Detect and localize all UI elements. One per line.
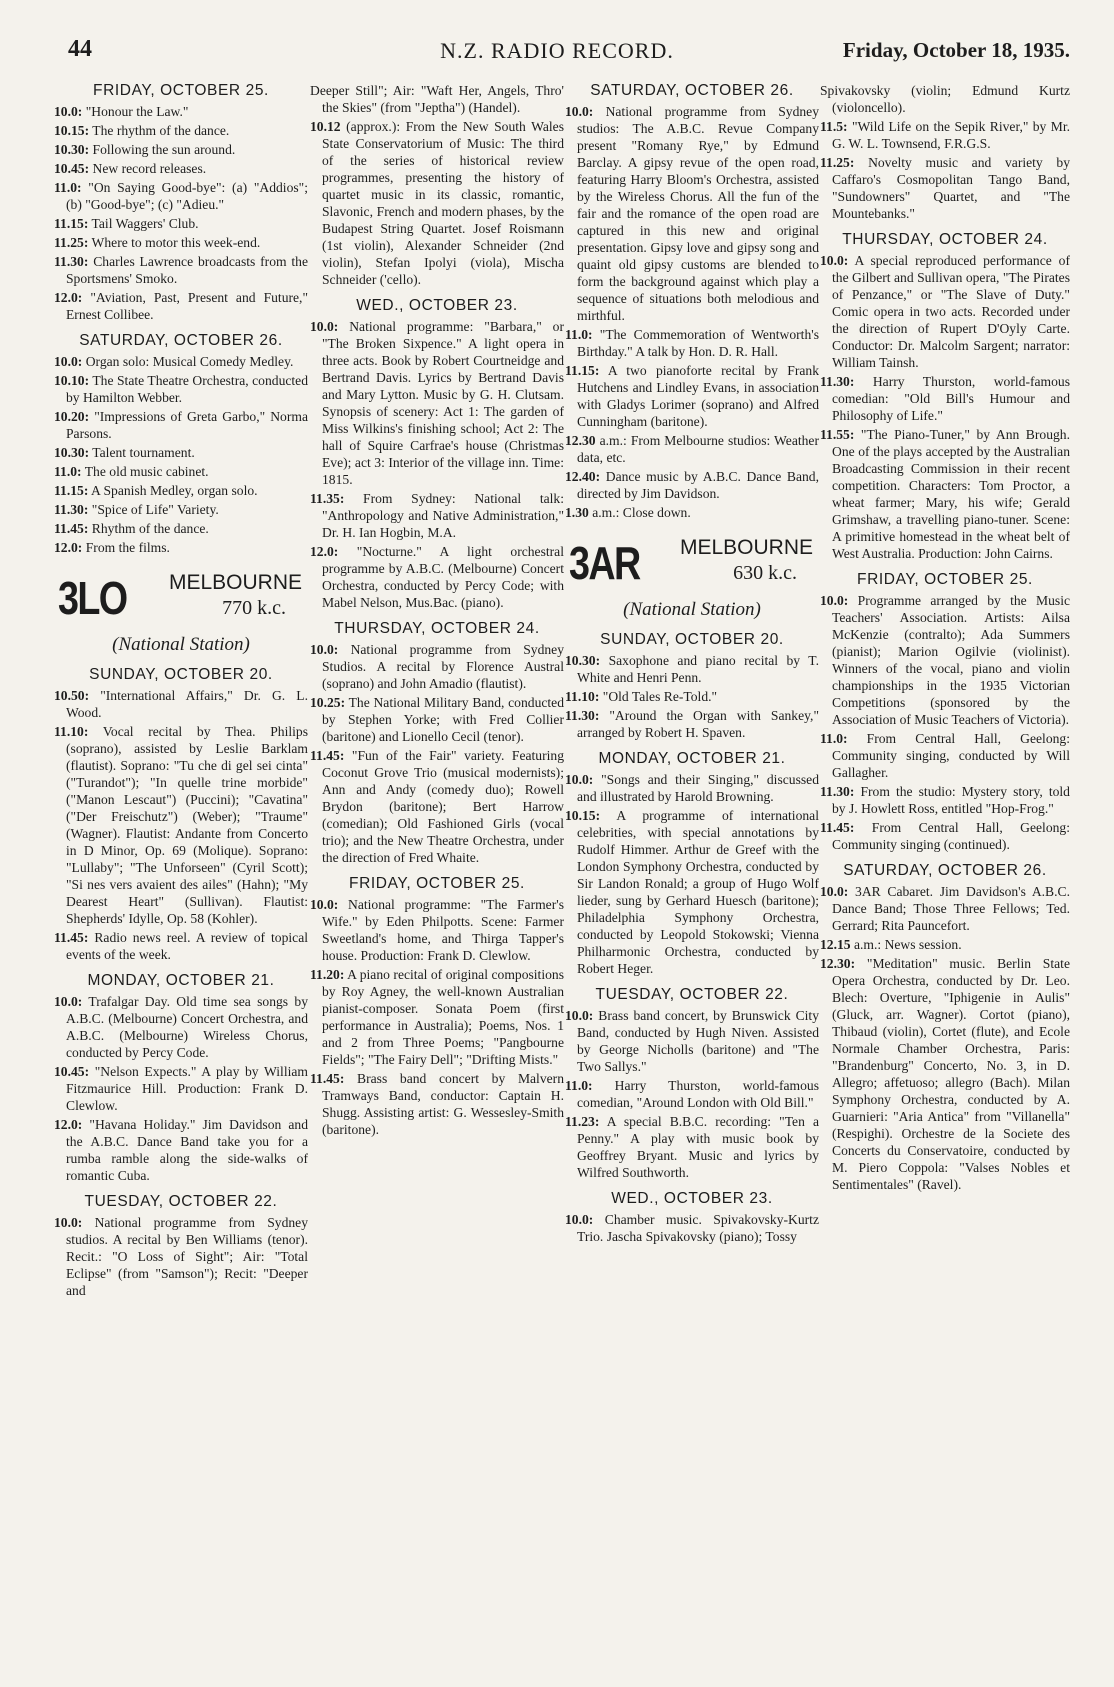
programme-entry [310,118,564,288]
programme-entry [820,936,1070,953]
programme-list [565,652,819,741]
programme-time: 11.10: [54,724,89,739]
programme-time: 11.30: [820,374,855,389]
programme-time: 11.25: [820,155,855,170]
programme-time: 10.12 [310,119,341,134]
programme-entry [820,426,1070,562]
programme-description: Harry Thurston, world-famous comedian, "Around London with Old Bill." [577,1078,819,1110]
programme-time: 11.55: [820,427,855,442]
programme-entry [54,444,308,461]
programme-time: 11.15: [54,483,89,498]
programme-description: Where to motor this week-end. [91,235,261,250]
programme-entry [565,688,819,705]
programme-time: 10.0: [54,104,83,119]
station-call-sign: 3AR [569,537,640,589]
programme-entry [310,318,564,488]
programme-time: 10.30: [565,653,601,668]
continued-text: Deeper Still"; Air: "Waft Her, Angels, Thro' the Skies" (from "Jeptha") (Handel). [310,83,564,115]
programme-description: (approx.): From the New South Wales State Conservatorium of Music: The third of the series of historical review programmes, presenting the history of quartet music in its classic, romantic, Slavonic, French and modern phases, by the Budapest String Quartet. Josef Roismann (1st violin), Alexander Schneider (2nd violin), Stefan Ipolyi (viola), Mischa Schneider ('cello). [322,119,564,287]
programme-description: "Nelson Expects." A play by William Fitzmaurice Hill. Production: Frank D. Clewlow. [66,1064,308,1113]
programme-list [565,103,819,521]
programme-entry [820,819,1070,853]
programme-entry [565,1007,819,1075]
programme-time: 10.0: [565,1008,594,1023]
programme-entry [820,592,1070,728]
programme-description: A special reproduced performance of the Gilbert and Sullivan opera, "The Pirates of Penzance," or "The Slave of Duty." Comic opera in two acts. Recorded under the direction of Rupert D'Oyly Carte. Conductor: Dr. Malcolm Sargent; narrator: William Tainsh. [832,253,1070,370]
programme-description: Programme arranged by the Music Teachers' Association. Artists: Ailsa McKenzie (contralto); Ada Summers (pianist); Marion Ogilvie (violinist). Winners of the vocal, piano and violin championships in the 1935 Victorian Competitions (sponsored by the Association of Music Teachers of Victoria). [832,593,1070,727]
programme-list [310,896,564,1138]
programme-description: "Wild Life on the Sepik River," by Mr. G. W. L. Townsend, F.R.G.S. [832,119,1070,151]
programme-description: National programme from Sydney Studios. A recital by Florence Austral (soprano) and John Amadio (flautist). [322,642,564,691]
programme-description: "Impressions of Greta Garbo," Norma Parsons. [66,409,308,441]
programme-entry [820,783,1070,817]
programme-entry [310,1070,564,1138]
programme-entry [565,1211,819,1245]
programme-time: 10.0: [310,897,339,912]
programme-description: "The Piano-Tuner," by Ann Brough. One of the plays accepted by the Australian Broadcasting Commission in their recent competition. Characters: Tom Proctor, a wheat farmer; Mary, his wife; Gerald Grimshaw, a travelling piano-tuner. Scene: A primitive homestead in the wheat belt of West Australia. Production: John Cairns. [832,427,1070,561]
programme-time: 10.30: [54,142,90,157]
programme-time: 11.45: [54,930,89,945]
station-type: (National Station) [623,599,761,620]
day-heading: TUESDAY, OCTOBER 22. [84,1193,278,1210]
programme-time: 10.0: [54,994,83,1009]
programme-description: The old music cabinet. [84,464,209,479]
programme-time: 11.30: [820,784,855,799]
column-4 [820,82,1070,1672]
programme-time: 11.45: [310,748,345,763]
programme-description: a.m.: From Melbourne studios: Weather data, etc. [577,433,819,465]
programme-time: 11.0: [565,327,593,342]
programme-description: "International Affairs," Dr. G. L. Wood. [66,688,308,720]
day-heading: THURSDAY, OCTOBER 24. [334,620,540,637]
programme-time: 11.35: [310,491,345,506]
programme-description: Following the sun around. [92,142,236,157]
programme-description: "Havana Holiday." Jim Davidson and the A.B.C. Dance Band take you for a rumba ramble along the side-walks of romantic Cuba. [66,1117,308,1183]
programme-list [820,592,1070,853]
programme-description: A programme of international celebrities, with special annotations by Rudolf Himmer. Arthur de Greef with the London Symphony Orchestra, conducted by Sir Landon Ronald; a group of Hugo Wolf lieder, sung by Gerhard Huesch (baritone); Philadelphia Symphony Orchestra, conducted by Leopold Stokowski; Vienna Philharmonic Orchestra, conducted by Robert Heger. [577,808,819,976]
programme-time: 10.50: [54,688,90,703]
programme-time: 11.5: [820,119,848,134]
programme-entry [310,966,564,1068]
programme-entry [54,1214,308,1299]
programme-description: National programme from Sydney studios: The A.B.C. Revue Company present "Romany Rye," by Edmund Barclay. A gipsy revue of the open road, featuring Harry Bloom's Orchestra, assisted by the Wireless Chorus. All the fun of the fair and the romance of the open road are captured in this new and original presentation. Gipsy love and gipsy song and quaint old gipsy customs are blended to form the background against which play a sequence of situations both melodious and mirthful. [577,104,819,323]
programme-entry [54,687,308,721]
programme-entry [54,215,308,232]
programme-time: 10.0: [820,593,849,608]
station-city: MELBOURNE [679,536,813,559]
programme-time: 11.30: [54,254,89,269]
programme-time: 10.20: [54,409,90,424]
publication-title: N.Z. RADIO RECORD. [440,38,674,63]
programme-entry [565,362,819,430]
programme-description: "Aviation, Past, Present and Future," Ernest Collibee. [66,290,308,322]
programme-entry [820,373,1070,424]
programme-time: 11.0: [54,180,82,195]
column-1 [54,82,308,1672]
programme-entry [54,408,308,442]
programme-entry [565,326,819,360]
programme-description: National programme from Sydney studios. A recital by Ben Williams (tenor). Recit.: "O Loss of Sight"; Air: "Total Eclipse" (from "Samson"); Recit: "Deeper and [66,1215,308,1298]
programme-description: "Spice of Life" Variety. [91,502,219,517]
programme-time: 12.30 [565,433,596,448]
day-heading: WED., OCTOBER 23. [356,297,518,314]
programme-entry [310,543,564,611]
programme-entry [54,103,308,120]
programme-description: Rhythm of the dance. [91,521,209,536]
programme-time: 11.30: [54,502,89,517]
station-city: MELBOURNE [168,571,302,594]
programme-time: 10.0: [565,104,594,119]
day-heading: FRIDAY, OCTOBER 25. [93,82,269,99]
programme-description: National programme: "The Farmer's Wife." by Eden Philpotts. Scene: Farmer Sweetland's home, and Thirga Tapper's house. Production: Frank D. Clewlow. [322,897,564,963]
programme-description: a.m.: Close down. [592,505,691,520]
programme-entry [54,520,308,537]
programme-time: 10.10: [54,373,90,388]
programme-time: 12.15 [820,937,851,952]
programme-time: 10.0: [310,319,339,334]
page-number: 44 [68,36,92,62]
programme-time: 10.0: [820,884,849,899]
programme-entry [310,490,564,541]
programme-description: From the studio: Mystery story, told by J. Howlett Ross, entitled "Hop-Frog." [832,784,1070,816]
programme-time: 11.0: [54,464,82,479]
programme-description: Radio news reel. A review of topical events of the week. [66,930,308,962]
programme-entry [54,122,308,139]
programme-entry [54,1116,308,1184]
station-frequency: 630 k.c. [733,562,797,584]
programme-description: "Around the Organ with Sankey," arranged by Robert H. Spaven. [577,708,819,740]
programme-description: The rhythm of the dance. [92,123,230,138]
programme-description: "Old Tales Re-Told." [602,689,718,704]
programme-list [54,103,308,323]
station-call-sign: 3LO [58,572,127,624]
day-heading: MONDAY, OCTOBER 21. [87,972,275,989]
day-heading: SATURDAY, OCTOBER 26. [79,332,283,349]
programme-list [54,993,308,1184]
programme-time: 10.0: [54,354,83,369]
programme-time: 11.20: [310,967,345,982]
programme-entry [54,993,308,1061]
programme-time: 12.40: [565,469,601,484]
programme-entry [54,141,308,158]
programme-description: 3AR Cabaret. Jim Davidson's A.B.C. Dance Band; Those Three Fellows; Ted. Gerrard; Rita Pauncefort. [832,884,1070,933]
programme-list [820,252,1070,562]
day-heading: MONDAY, OCTOBER 21. [598,750,786,767]
programme-entry [565,432,819,466]
programme-description: Talent tournament. [92,445,195,460]
programme-description: "Nocturne." A light orchestral programme by A.B.C. (Melbourne) Concert Orchestra, conducted by Percy Code; with Mabel Nelson, Mus.Bac. (piano). [322,544,564,610]
programme-time: 12.30: [820,956,856,971]
station-header-3ar [565,535,819,595]
programme-time: 11.45: [54,521,89,536]
programme-list [565,1211,819,1245]
programme-time: 11.45: [820,820,855,835]
programme-description: "Honour the Law." [85,104,189,119]
programme-entry [820,118,1070,152]
programme-entry [820,730,1070,781]
day-heading: SUNDAY, OCTOBER 20. [600,631,784,648]
programme-time: 10.0: [310,642,339,657]
programme-entry [54,289,308,323]
programme-description: Dance music by A.B.C. Dance Band, directed by Jim Davidson. [577,469,819,501]
programme-time: 10.30: [54,445,90,460]
programme-description: Tail Waggers' Club. [91,216,199,231]
programme-entry [310,641,564,692]
programme-time: 12.0: [54,290,83,305]
programme-entry [54,179,308,213]
programme-description: The State Theatre Orchestra, conducted by Hamilton Webber. [66,373,308,405]
station-frequency: 770 k.c. [222,597,286,619]
programme-entry [54,253,308,287]
programme-list [54,353,308,556]
column-2 [310,82,564,1672]
programme-time: 11.30: [565,708,600,723]
programme-description: "Songs and their Singing," discussed and illustrated by Harold Browning. [577,772,819,804]
programme-time: 10.0: [565,772,594,787]
programme-description: Chamber music. Spivakovsky-Kurtz Trio. Jascha Spivakovsky (piano); Tossy [577,1212,819,1244]
station-header-3lo [54,570,308,630]
day-heading: SATURDAY, OCTOBER 26. [590,82,794,99]
programme-description: The National Military Band, conducted by Stephen Yorke; with Fred Collier (baritone) and Lionello Cecil (tenor). [322,695,564,744]
programme-time: 12.0: [54,540,83,555]
programme-description: A piano recital of original compositions by Roy Agney, the well-known Australian pianist-composer. Sonata Poem (first performance in Australia); Poems, Nos. 1 and 2 from Three Poems; "Pangbourne Fields"; "The Fairy Dell"; "Drifting Mists." [322,967,564,1067]
programme-time: 11.15: [54,216,89,231]
programme-list [54,687,308,963]
programme-entry [820,252,1070,371]
programme-list [310,641,564,866]
programme-entry [310,694,564,745]
programme-time: 10.15: [54,123,90,138]
programme-entry [54,372,308,406]
programme-entry [565,652,819,686]
programme-entry [54,353,308,370]
programme-description: Organ solo: Musical Comedy Medley. [85,354,294,369]
programme-description: a.m.: News session. [854,937,962,952]
programme-description: From Central Hall, Geelong: Community singing, conducted by Will Gallagher. [832,731,1070,780]
programme-time: 11.23: [565,1114,600,1129]
day-heading: WED., OCTOBER 23. [611,1190,773,1207]
programme-entry [54,1063,308,1114]
programme-entry [54,160,308,177]
programme-entry [565,1077,819,1111]
programme-description: "On Saying Good-bye": (a) "Addios"; (b) "Good-bye"; (c) "Adieu." [66,180,308,212]
day-heading: THURSDAY, OCTOBER 24. [842,231,1048,248]
issue-date: Friday, October 18, 1935. [842,38,1070,62]
day-heading: TUESDAY, OCTOBER 22. [595,986,789,1003]
programme-description: A Spanish Medley, organ solo. [91,483,258,498]
programme-entry [565,504,819,521]
station-type: (National Station) [112,634,250,655]
programme-entry [54,234,308,251]
page-header [40,30,1074,66]
day-heading: SATURDAY, OCTOBER 26. [843,862,1047,879]
programme-entry [820,883,1070,934]
programme-time: 12.0: [310,544,339,559]
programme-description: Harry Thurston, world-famous comedian: "Old Bill's Humour and Philosophy of Life." [832,374,1070,423]
programme-description: A two pianoforte recital by Frank Hutchens and Lindley Evans, in association with Gladys Lorimer (soprano) and Alfred Cunningham (baritone). [577,363,819,429]
programme-time: 11.10: [565,689,600,704]
programme-description: From Central Hall, Geelong: Community singing (continued). [832,820,1070,852]
programme-time: 10.0: [820,253,849,268]
programme-description: From Sydney: National talk: "Anthropology and Native Administration," Dr. H. Ian Hogbin, M.A. [322,491,564,540]
programme-time: 10.0: [565,1212,594,1227]
programme-entry [54,501,308,518]
programme-entry [820,154,1070,222]
programme-time: 11.15: [565,363,600,378]
programme-description: "Fun of the Fair" variety. Featuring Coconut Grove Trio (musical modernists); Ann and Andy (comedy duo); Rowell Brydon (baritone); Bert Harrow (comedian); Old Fashioned Girls (vocal trio); and the New Theatre Orchestra, under the direction of Fred Whaite. [322,748,564,865]
programme-description: "The Commemoration of Wentworth's Birthday." A talk by Hon. D. R. Hall. [577,327,819,359]
programme-time: 11.0: [820,731,848,746]
programme-description: New record releases. [92,161,207,176]
programme-time: 1.30 [565,505,589,520]
programme-entry [565,1113,819,1181]
programme-entry [54,539,308,556]
programme-list [54,1214,308,1299]
programme-description: Charles Lawrence broadcasts from the Sportsmens' Smoko. [66,254,308,286]
programme-time: 12.0: [54,1117,83,1132]
programme-description: Vocal recital by Thea. Philips (soprano), assisted by Leslie Barklam (flautist). Soprano: "Tu che di gel sei cinta" ("Turandot"); "In quelle trine morbide" ("Manon Lescaut") (Puccini); "Cavatina" ("Der Freischutz") (Weber); "Traume" (Wagner). Flautist: Andante from Concerto in D Minor, Op. 69 (Molique). Soprano: "Lullaby"; "The Unforseen" (Cyril Scott); "Si nes vers avaient des ailes" (Hahn); "My Dearest Heart" (Sullivan). Flautist: Shepherds' Idylle, Op. 58 (Kohler). [66,724,308,926]
programme-description: Brass band concert by Malvern Tramways Band, conductor: Captain H. Shugg. Assisting artist: G. Wessesley-Smith (baritone). [322,1071,564,1137]
programme-description: Brass band concert, by Brunswick City Band, conducted by Hugh Niven. Assisted by George Nicholls (baritone) and "The Two Sallys." [577,1008,819,1074]
programme-time: 10.25: [310,695,346,710]
programme-entry [820,955,1070,1193]
day-heading: FRIDAY, OCTOBER 25. [857,571,1033,588]
programme-time: 11.25: [54,235,89,250]
programme-entry [310,747,564,866]
programme-list [565,771,819,977]
programme-entry [54,929,308,963]
programme-entry [565,468,819,502]
programme-entry [54,723,308,927]
programme-list [310,118,564,288]
programme-entry [54,482,308,499]
programme-description: "Meditation" music. Berlin State Opera Orchestra, conducted by Dr. Leo. Blech: Overture, "Iphigenie in Aulis" (Gluck, arr. Wagner). Cortot (piano), Thibaud (violin), Cortet (flute), and Ecole Normale Chamber Orchestra, Paris: "Brandenburg" Concerto, No. 3, in D. Allegro; affetuoso; allegro (Bach). Milan Symphony Orchestra, conducted by A. Guarnieri: "Aria Antica" from "Villanella" (Respighi). Orchestre de la Societe des Concerts du Conservatoire, conducted by M. Piero Coppola: "Valses Nobles et Sentimentales" (Ravel). [832,956,1070,1192]
programme-time: 10.15: [565,808,601,823]
programme-time: 10.0: [54,1215,83,1230]
programme-description: Saxophone and piano recital by T. White and Henri Penn. [577,653,819,685]
continued-text: Spivakovsky (violin; Edmund Kurtz (violoncello). [820,83,1070,115]
programme-entry [565,103,819,324]
programme-description: Trafalgar Day. Old time sea songs by A.B.C. (Melbourne) Concert Orchestra, and A.B.C. (Melbourne) Wireless Chorus, conducted by Percy Code. [66,994,308,1060]
programme-list [820,883,1070,1193]
programme-description: National programme: "Barbara," or "The Broken Sixpence." A light opera in three acts. Book by Robert Courtneidge and Bertrand Davis. Lyrics by Bertrand Davis and Mary Lytton. Music by G. H. Clutsam. Synopsis of scenery: Act 1: The garden of Miss Wilkins's finishing school; Act 2: The hall of Squire Carfrae's house (Christmas Eve); act 3: Interior of the village inn. Time: 1815. [322,319,564,487]
programme-entry [310,896,564,964]
programme-time: 10.45: [54,161,90,176]
programme-time: 11.0: [565,1078,593,1093]
day-heading: SUNDAY, OCTOBER 20. [89,666,273,683]
programme-entry [565,807,819,977]
programme-entry [565,771,819,805]
programme-description: A special B.B.C. recording: "Ten a Penny." A play with music book by Geoffrey Bryant. Music and lyrics by Wilfred Southworth. [577,1114,819,1180]
programme-description: Novelty music and variety by Caffaro's Cosmopolitan Tango Band, "Sundowners" Quartet, and "The Mountebanks." [832,155,1070,221]
programme-list [565,1007,819,1181]
programme-list [820,118,1070,222]
programme-description: From the films. [85,540,170,555]
programme-time: 10.45: [54,1064,90,1079]
programme-list [310,318,564,611]
day-heading: FRIDAY, OCTOBER 25. [349,875,525,892]
column-3 [565,82,819,1672]
programme-entry [54,463,308,480]
programme-entry [565,707,819,741]
programme-time: 11.45: [310,1071,345,1086]
